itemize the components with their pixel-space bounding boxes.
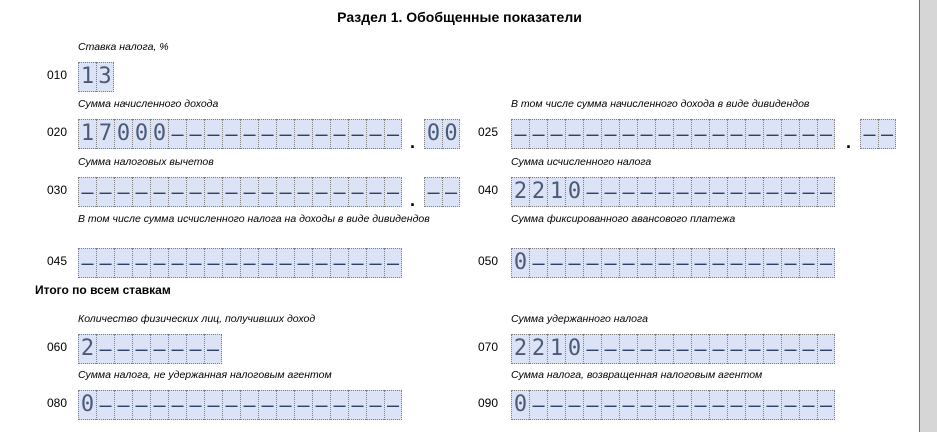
decimal-point-030: . (410, 190, 416, 210)
char-cell: – (384, 390, 402, 420)
char-cell: – (655, 248, 673, 278)
char-cell: – (384, 248, 402, 278)
char-cell: – (619, 390, 637, 420)
char-cell: – (294, 119, 312, 149)
char-cell: – (727, 390, 745, 420)
char-cell: 0 (565, 177, 583, 207)
label-020: Сумма начисленного дохода (78, 98, 219, 110)
char-cell: – (168, 390, 186, 420)
code-080: 080 (47, 396, 68, 410)
char-cell: – (781, 248, 799, 278)
char-cell: – (294, 390, 312, 420)
field-020-fraction[interactable] (424, 119, 460, 149)
code-070: 070 (478, 340, 499, 354)
char-cell: – (637, 119, 655, 149)
field-090-returned-tax[interactable] (511, 390, 835, 420)
char-cell: – (132, 248, 150, 278)
char-cell: – (727, 177, 745, 207)
char-cell: – (799, 119, 817, 149)
char-cell: – (565, 248, 583, 278)
char-cell: 0 (114, 119, 132, 149)
char-cell: – (96, 334, 114, 364)
code-010: 010 (47, 68, 68, 82)
char-cell: – (763, 177, 781, 207)
char-cell: – (691, 390, 709, 420)
label-010: Ставка налога, % (78, 41, 169, 53)
char-cell: – (878, 119, 896, 149)
char-cell: – (709, 119, 727, 149)
char-cell: – (619, 248, 637, 278)
code-040: 040 (478, 183, 499, 197)
char-cell: – (709, 390, 727, 420)
char-cell: – (240, 177, 258, 207)
label-025: В том числе сумма начисленного дохода в виде дивидендов (511, 98, 810, 110)
char-cell: – (240, 248, 258, 278)
char-cell: – (222, 248, 240, 278)
char-cell: – (96, 390, 114, 420)
code-020: 020 (47, 125, 68, 139)
char-cell: – (258, 248, 276, 278)
char-cell: 0 (442, 119, 460, 149)
char-cell: – (366, 119, 384, 149)
label-080: Сумма налога, не удержанная налоговым агентом (78, 369, 332, 381)
char-cell: – (96, 177, 114, 207)
char-cell: – (781, 119, 799, 149)
char-cell: – (583, 248, 601, 278)
char-cell: – (799, 390, 817, 420)
char-cell: – (132, 390, 150, 420)
char-cell: – (799, 248, 817, 278)
char-cell: – (781, 177, 799, 207)
char-cell: – (691, 334, 709, 364)
char-cell: – (637, 390, 655, 420)
char-cell: – (312, 390, 330, 420)
char-cell: – (114, 248, 132, 278)
char-cell: 2 (78, 334, 96, 364)
char-cell: – (330, 177, 348, 207)
char-cell: – (168, 119, 186, 149)
char-cell: 1 (78, 62, 96, 92)
char-cell: – (384, 177, 402, 207)
char-cell: – (186, 334, 204, 364)
char-cell: – (745, 390, 763, 420)
char-cell: – (529, 248, 547, 278)
char-cell: – (348, 177, 366, 207)
char-cell: – (763, 248, 781, 278)
char-cell: – (619, 177, 637, 207)
char-cell: – (186, 390, 204, 420)
field-070-withheld-tax[interactable] (511, 334, 835, 364)
char-cell: – (583, 390, 601, 420)
field-025-dividend-income[interactable] (511, 119, 835, 149)
char-cell: – (204, 177, 222, 207)
char-cell: – (547, 390, 565, 420)
char-cell: 7 (96, 119, 114, 149)
label-050: Сумма фиксированного авансового платежа (511, 213, 736, 225)
char-cell: – (204, 334, 222, 364)
char-cell: – (258, 390, 276, 420)
char-cell: – (114, 177, 132, 207)
char-cell: – (727, 334, 745, 364)
code-090: 090 (478, 396, 499, 410)
label-030: Сумма налоговых вычетов (78, 156, 214, 168)
char-cell: 0 (424, 119, 442, 149)
char-cell: – (330, 248, 348, 278)
char-cell: – (727, 119, 745, 149)
char-cell: – (150, 248, 168, 278)
char-cell: – (186, 177, 204, 207)
char-cell: – (565, 119, 583, 149)
char-cell: – (132, 177, 150, 207)
char-cell: 0 (511, 248, 529, 278)
char-cell: 0 (132, 119, 150, 149)
char-cell: – (745, 119, 763, 149)
char-cell: 2 (511, 334, 529, 364)
char-cell: – (348, 248, 366, 278)
code-025: 025 (478, 125, 499, 139)
char-cell: – (276, 177, 294, 207)
code-045: 045 (47, 254, 68, 268)
field-030-tax-deductions[interactable] (78, 177, 402, 207)
char-cell: – (276, 248, 294, 278)
char-cell: – (637, 334, 655, 364)
char-cell: – (366, 177, 384, 207)
char-cell: – (511, 119, 529, 149)
char-cell: – (709, 334, 727, 364)
field-060-persons-count[interactable] (78, 334, 222, 364)
char-cell: – (673, 248, 691, 278)
field-025-fraction[interactable] (860, 119, 896, 149)
char-cell: 0 (565, 334, 583, 364)
char-cell: 0 (511, 390, 529, 420)
char-cell: – (799, 177, 817, 207)
char-cell: – (312, 248, 330, 278)
char-cell: – (673, 177, 691, 207)
code-060: 060 (47, 340, 68, 354)
char-cell: – (258, 177, 276, 207)
char-cell: – (150, 390, 168, 420)
label-045: В том числе сумма исчисленного налога на доходы в виде дивидендов (78, 213, 430, 225)
char-cell: – (240, 119, 258, 149)
char-cell: – (96, 248, 114, 278)
section-title: Раздел 1. Обобщенные показатели (337, 9, 582, 25)
field-050-fixed-advance[interactable] (511, 248, 835, 278)
char-cell: – (637, 248, 655, 278)
label-090: Сумма налога, возвращенная налоговым агентом (511, 369, 763, 381)
char-cell: – (673, 119, 691, 149)
char-cell: – (860, 119, 878, 149)
field-080-not-withheld-tax[interactable] (78, 390, 402, 420)
char-cell: – (204, 119, 222, 149)
char-cell: – (168, 177, 186, 207)
char-cell: – (691, 177, 709, 207)
char-cell: – (222, 177, 240, 207)
char-cell: – (637, 177, 655, 207)
char-cell: – (799, 334, 817, 364)
char-cell: – (655, 390, 673, 420)
char-cell: – (442, 177, 460, 207)
char-cell: – (222, 390, 240, 420)
char-cell: – (330, 390, 348, 420)
char-cell: – (312, 177, 330, 207)
char-cell: – (601, 119, 619, 149)
char-cell: – (78, 248, 96, 278)
char-cell: – (601, 390, 619, 420)
char-cell: – (168, 248, 186, 278)
label-060: Количество физических лиц, получивших доход (78, 313, 316, 325)
char-cell: – (222, 119, 240, 149)
char-cell: – (817, 177, 835, 207)
field-010-tax-rate[interactable] (78, 62, 114, 92)
char-cell: – (384, 119, 402, 149)
label-040: Сумма исчисленного налога (511, 156, 652, 168)
char-cell: – (529, 119, 547, 149)
char-cell: – (276, 390, 294, 420)
char-cell: – (601, 177, 619, 207)
char-cell: 2 (529, 334, 547, 364)
char-cell: – (583, 334, 601, 364)
char-cell: – (204, 390, 222, 420)
code-030: 030 (47, 183, 68, 197)
char-cell: – (691, 248, 709, 278)
char-cell: – (258, 119, 276, 149)
char-cell: – (817, 334, 835, 364)
char-cell: – (601, 248, 619, 278)
char-cell: – (673, 390, 691, 420)
char-cell: – (204, 248, 222, 278)
char-cell: – (745, 334, 763, 364)
subheading-all-rates: Итого по всем ставкам (35, 283, 171, 297)
char-cell: – (673, 334, 691, 364)
char-cell: – (114, 390, 132, 420)
char-cell: – (763, 334, 781, 364)
char-cell: – (424, 177, 442, 207)
char-cell: – (601, 334, 619, 364)
char-cell: – (547, 119, 565, 149)
char-cell: 2 (529, 177, 547, 207)
field-045-dividend-tax[interactable] (78, 248, 402, 278)
char-cell: – (366, 390, 384, 420)
char-cell: – (547, 248, 565, 278)
char-cell: – (619, 119, 637, 149)
char-cell: – (565, 390, 583, 420)
decimal-point-020: . (410, 132, 416, 152)
char-cell: – (817, 248, 835, 278)
char-cell: 0 (78, 390, 96, 420)
char-cell: – (727, 248, 745, 278)
char-cell: – (655, 119, 673, 149)
char-cell: – (619, 334, 637, 364)
char-cell: – (655, 334, 673, 364)
char-cell: – (150, 177, 168, 207)
code-050: 050 (478, 254, 499, 268)
char-cell: – (655, 177, 673, 207)
field-030-fraction[interactable] (424, 177, 460, 207)
label-070: Сумма удержанного налога (511, 313, 648, 325)
char-cell: 1 (547, 177, 565, 207)
char-cell: – (745, 177, 763, 207)
char-cell: – (276, 119, 294, 149)
char-cell: 2 (511, 177, 529, 207)
char-cell: – (186, 119, 204, 149)
char-cell: – (78, 177, 96, 207)
char-cell: – (709, 248, 727, 278)
char-cell: – (312, 119, 330, 149)
char-cell: – (330, 119, 348, 149)
char-cell: – (763, 390, 781, 420)
char-cell: – (529, 390, 547, 420)
char-cell: 1 (78, 119, 96, 149)
field-020-accrued-income[interactable] (78, 119, 402, 149)
page-shadow (920, 0, 937, 432)
char-cell: – (114, 334, 132, 364)
char-cell: – (583, 119, 601, 149)
char-cell: 1 (547, 334, 565, 364)
char-cell: 3 (96, 62, 114, 92)
char-cell: – (781, 390, 799, 420)
char-cell: – (763, 119, 781, 149)
char-cell: – (348, 119, 366, 149)
char-cell: – (583, 177, 601, 207)
field-040-calculated-tax[interactable] (511, 177, 835, 207)
char-cell: – (294, 248, 312, 278)
char-cell: – (240, 390, 258, 420)
char-cell: – (186, 248, 204, 278)
char-cell: 0 (150, 119, 168, 149)
char-cell: – (168, 334, 186, 364)
char-cell: – (294, 177, 312, 207)
char-cell: – (781, 334, 799, 364)
char-cell: – (132, 334, 150, 364)
char-cell: – (817, 390, 835, 420)
char-cell: – (348, 390, 366, 420)
char-cell: – (745, 248, 763, 278)
char-cell: – (366, 248, 384, 278)
decimal-point-025: . (846, 132, 852, 152)
char-cell: – (150, 334, 168, 364)
char-cell: – (691, 119, 709, 149)
char-cell: – (709, 177, 727, 207)
char-cell: – (817, 119, 835, 149)
